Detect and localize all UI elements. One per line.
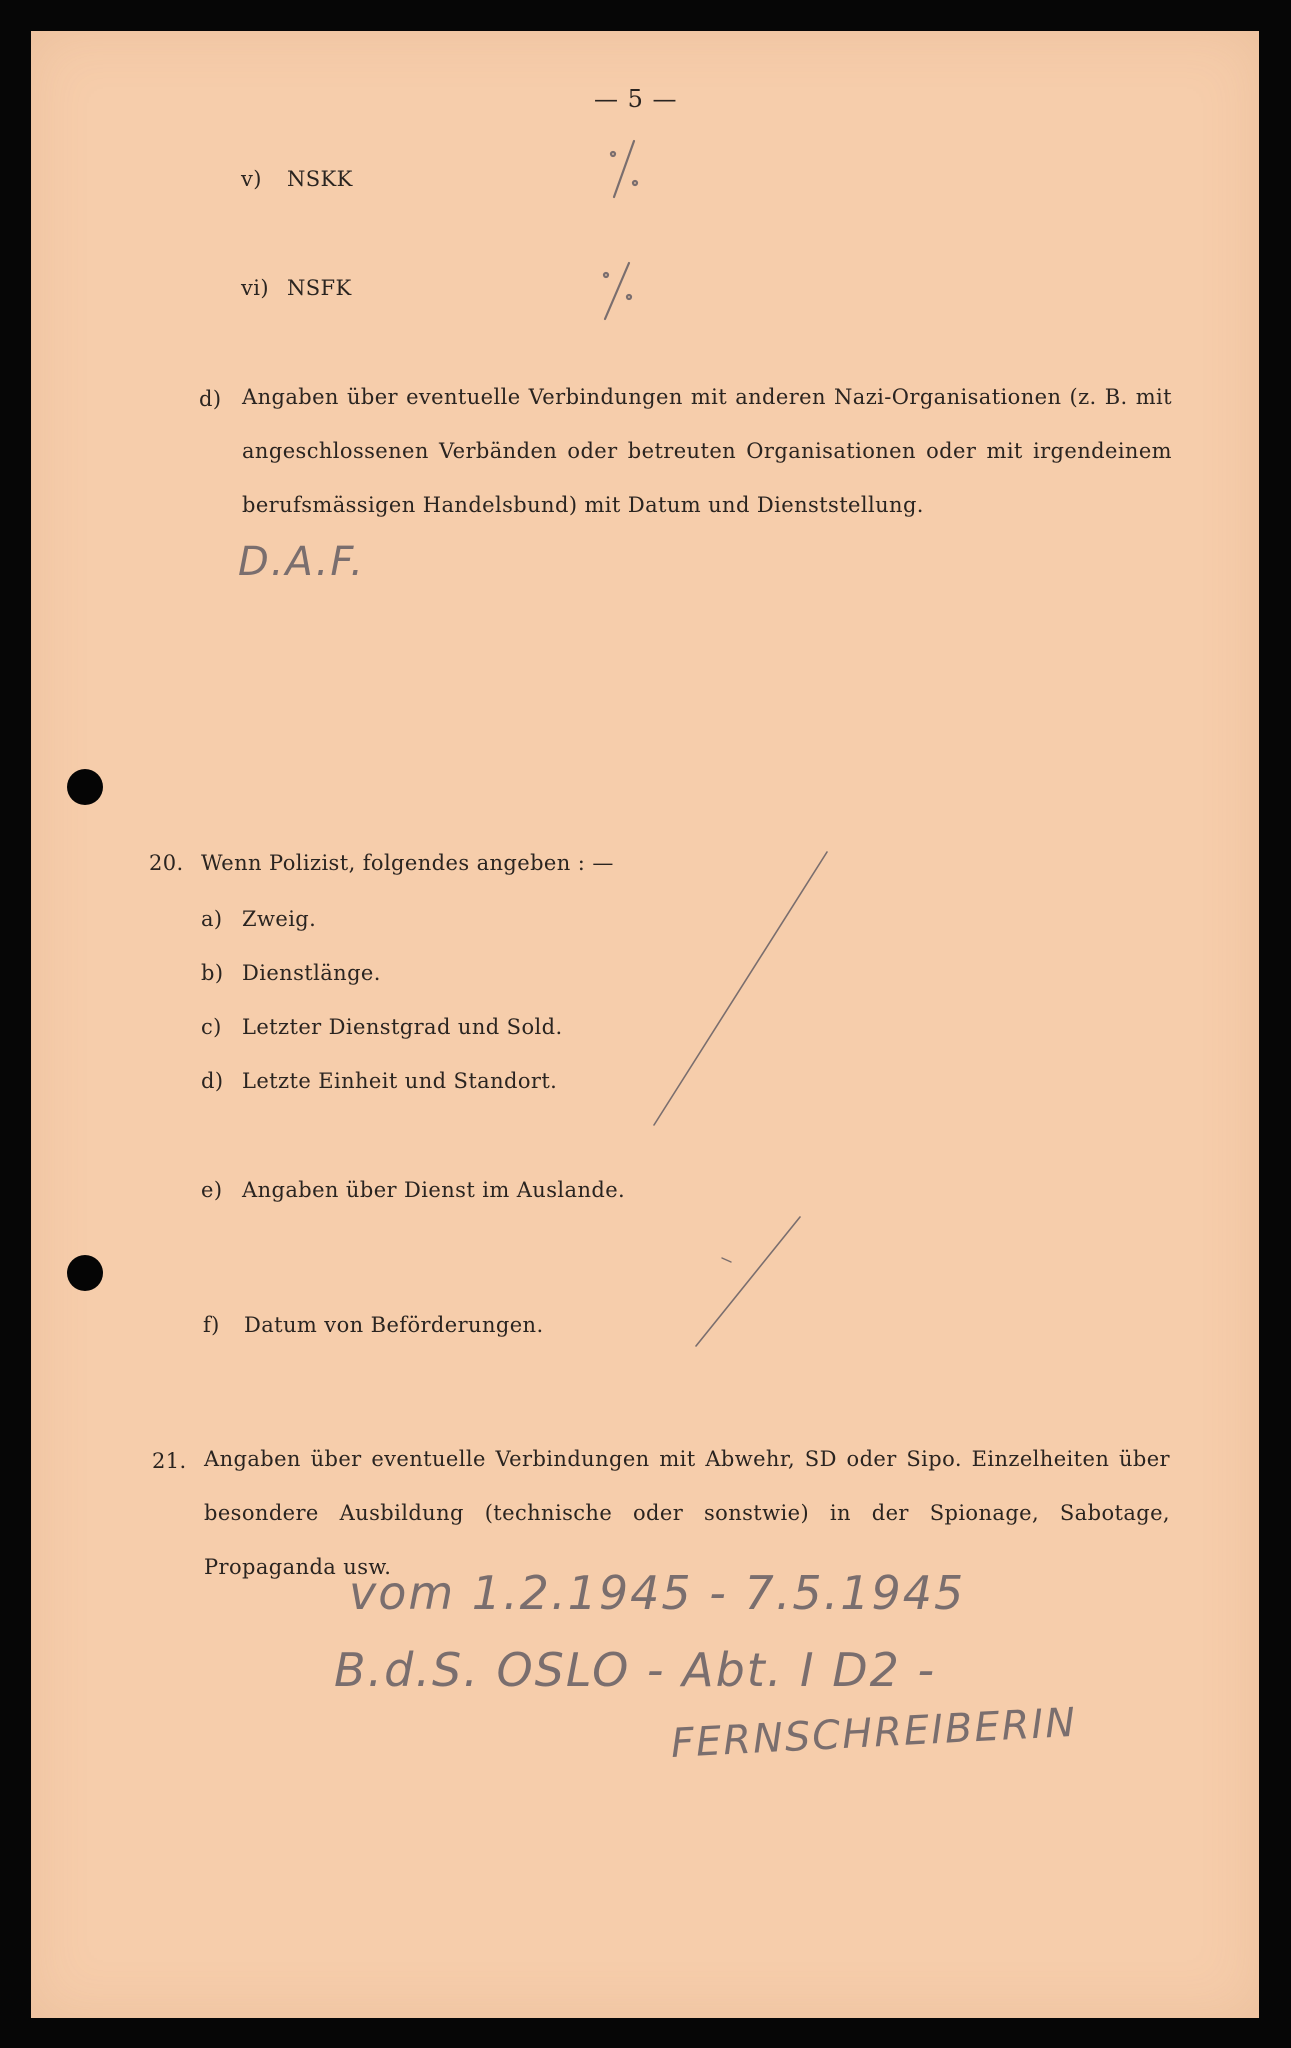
nsfk-slash-mark (605, 263, 629, 319)
item-v-label: v) (241, 167, 262, 191)
question-21-text: Angaben über eventuelle Verbindungen mit Abwehr, SD oder Sipo. Einzelheiten über besondere Ausbildung (technische oder sonstwie) in der Spionage, Sabotage, Propaganda usw. (204, 1447, 1170, 1579)
q20-c-text: Letzter Dienstgrad und Sold. (242, 1015, 563, 1039)
q20-a-label: a) (201, 907, 223, 931)
handwritten-answer-role: FERNSCHREIBERIN (669, 1699, 1079, 1767)
q20-f-label: f) (203, 1313, 220, 1337)
item-vi-label: vi) (241, 276, 269, 300)
q20-a-text: Zweig. (242, 907, 317, 931)
q20-e-text: Angaben über Dienst im Auslande. (242, 1178, 626, 1202)
item-d-text: Angaben über eventuelle Verbindungen mit anderen Nazi-Organisationen (z. B. mit angeschlossenen Verbänden oder betreuten Organisationen oder mit irgendeinem berufsmässigen Handelsbund) mit Datum und Dienststellung. (242, 385, 1172, 517)
q20-b-label: b) (201, 961, 224, 985)
item-vi-text: NSFK (287, 276, 352, 300)
question-20-number: 20. (149, 851, 184, 875)
q20-f-text: Datum von Beförderungen. (244, 1313, 544, 1337)
q20-ef-strike-line (696, 1217, 800, 1346)
q20-c-label: c) (201, 1015, 222, 1039)
q20-d-text: Letzte Einheit und Standort. (242, 1069, 558, 1093)
q20-b-text: Dienstlänge. (242, 961, 381, 985)
nskk-slash-mark (614, 141, 634, 197)
question-21-number: 21. (152, 1449, 187, 1473)
handwritten-answer-dates: vom 1.2.1945 - 7.5.1945 (349, 1566, 966, 1620)
item-d-label: d) (199, 387, 222, 411)
question-20-text: Wenn Polizist, folgendes angeben : — (201, 851, 614, 875)
q20-strike-line (654, 852, 827, 1125)
q20-e-label: e) (201, 1178, 223, 1202)
handwritten-answer-unit: B.d.S. OSLO - Abt. I D2 - (334, 1643, 937, 1697)
item-v-text: NSKK (287, 167, 353, 191)
page-number: — 5 — (594, 85, 678, 113)
document-page (31, 31, 1259, 2018)
q20-d-label: d) (201, 1069, 224, 1093)
handwritten-answer-daf: D.A.F. (238, 539, 365, 585)
